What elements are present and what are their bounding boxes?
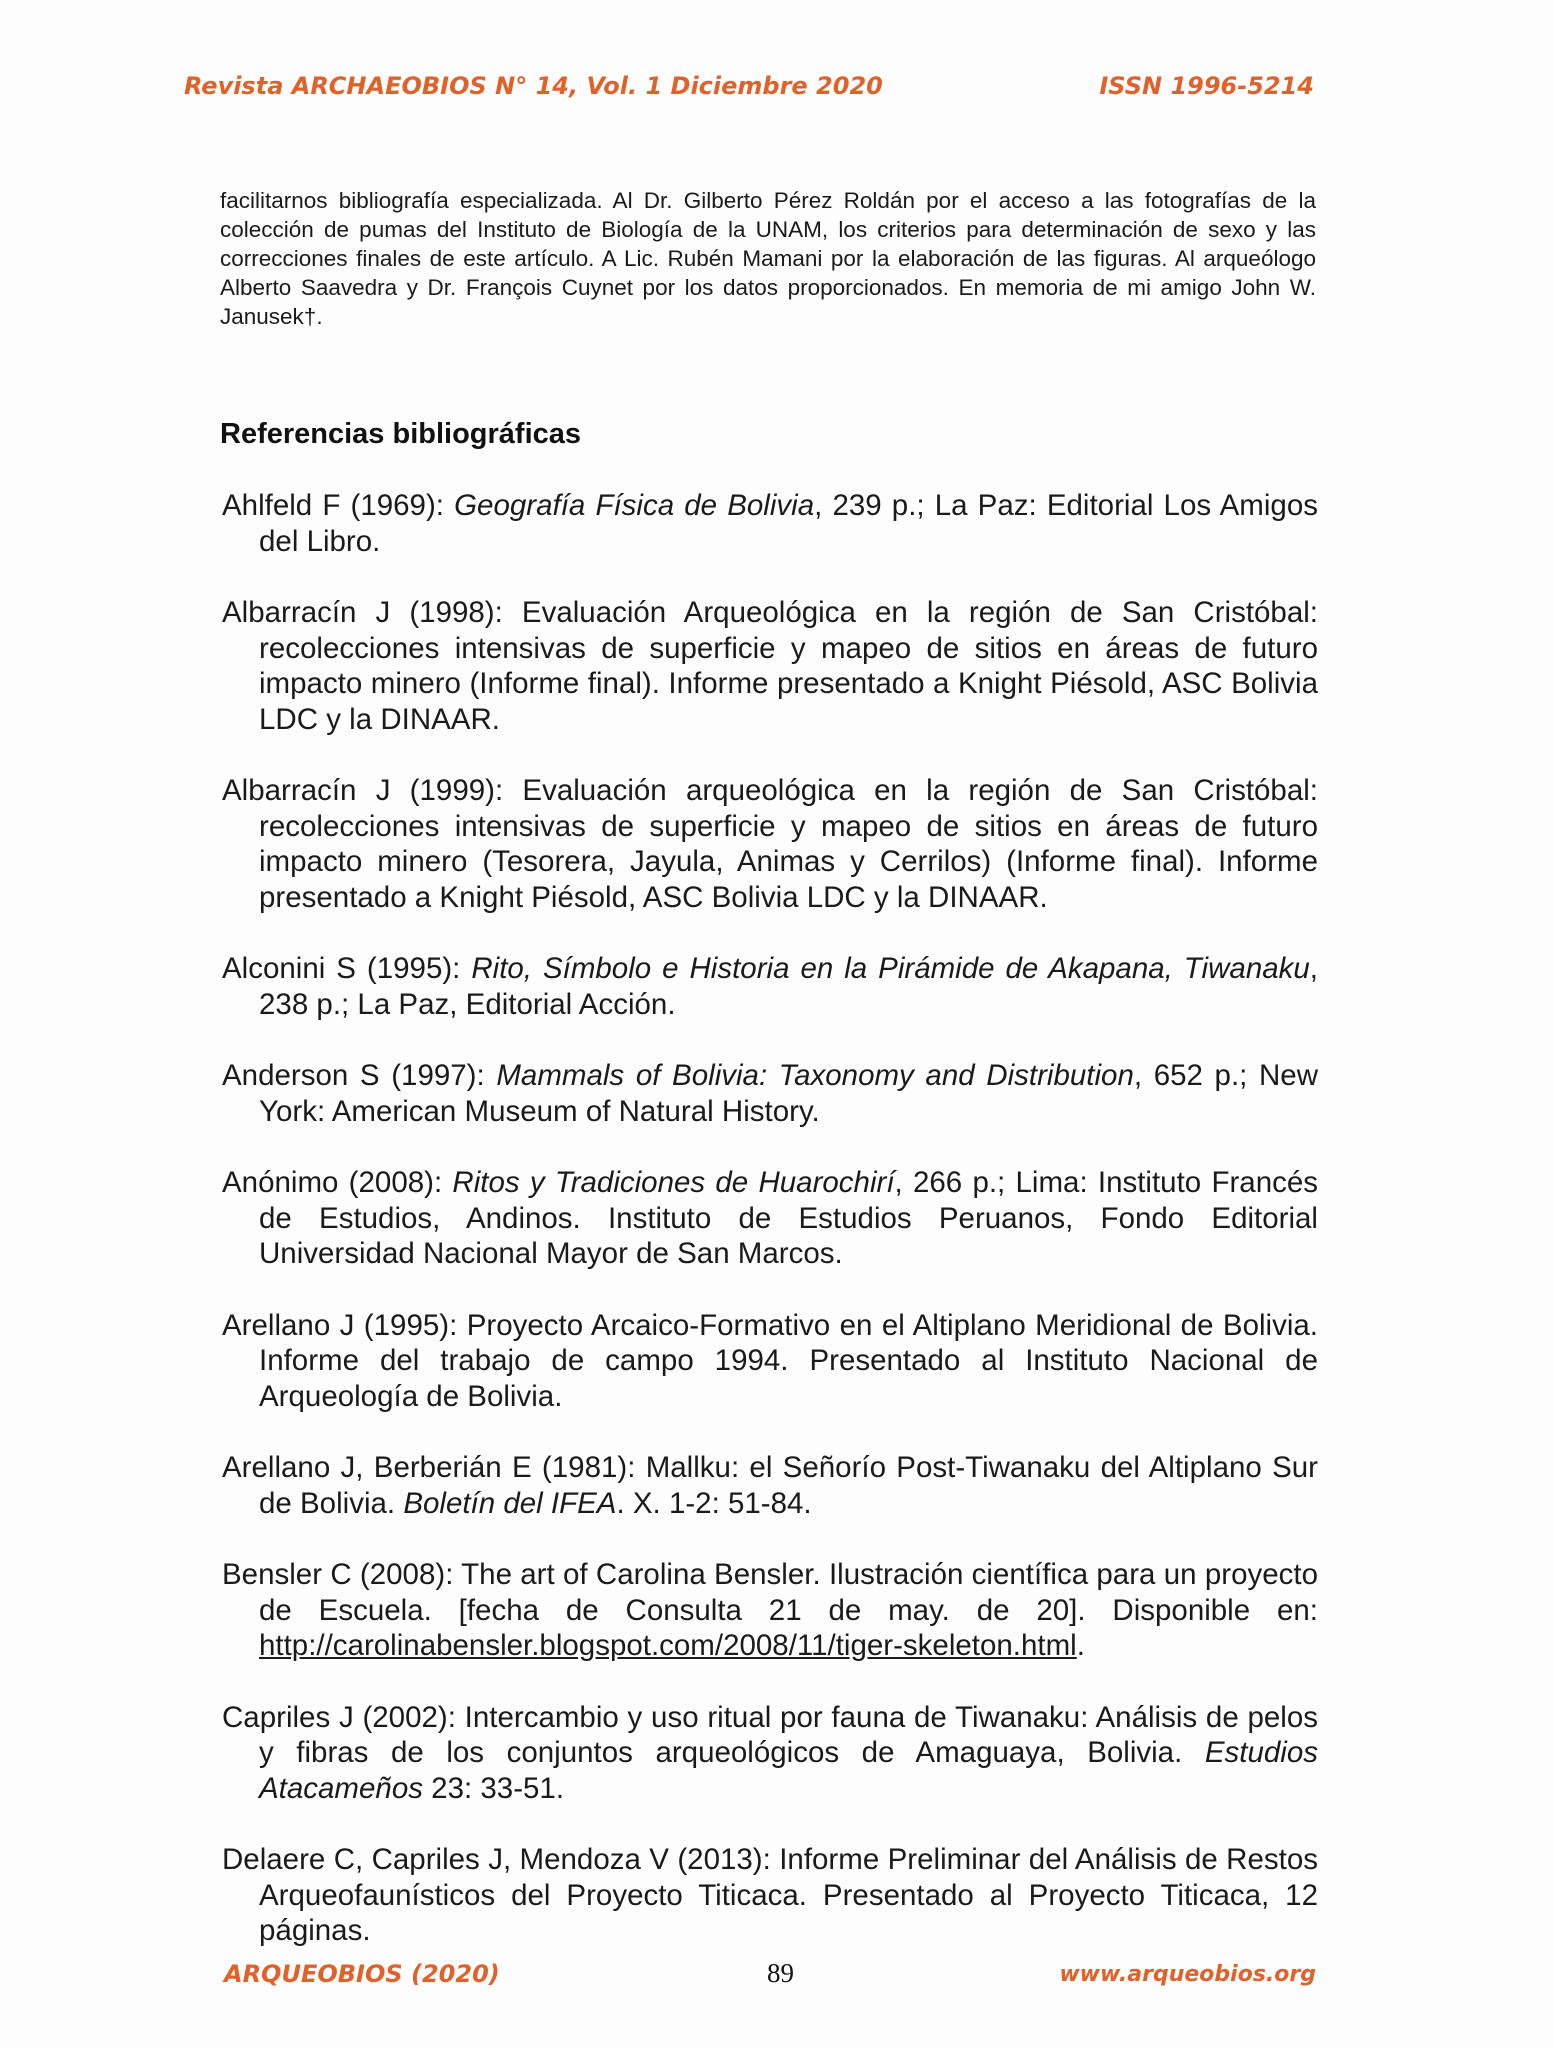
ref-text: Arellano J, Berberián E (1981): Mallku: el Señorío Post-Tiwanaku del Altiplano Sur de Bolivia. xyxy=(222,1451,1318,1520)
acknowledgements-paragraph: facilitarnos bibliografía especializada. Al Dr. Gilberto Pérez Roldán por el acceso a las fotografías de la colección de pumas del Instituto de Biología de la UNAM, los criterios para determinación de sexo y las correcciones finales de este artículo. A Lic. Rubén Mamani por la elaboración de las figuras. Al arqueólogo Alberto Saavedra y Dr. François Cuynet por los datos proporcionados. En memoria de mi amigo John W. Janusek†. xyxy=(220,187,1316,329)
ref-text: . X. 1-2: 51-84. xyxy=(616,1486,812,1520)
ref-text: , 652 p.; New York: American Museum of Natural History. xyxy=(259,1059,1318,1128)
footer-journal: ARQUEOBIOS (2020) xyxy=(224,1960,500,1988)
ref-title: Mammals of Bolivia: Taxonomy and Distribution xyxy=(496,1059,1134,1092)
journal-title: Revista ARCHAEOBIOS N° 14, Vol. 1 Diciembre 2020 xyxy=(184,72,883,100)
page-number: 89 xyxy=(767,1958,794,1988)
ref-text: Ahlfeld F (1969): xyxy=(222,489,455,522)
ref-text: . xyxy=(1076,1629,1085,1662)
ref-text: Delaere C, Capriles J, Mendoza V (2013): Informe Preliminar del Análisis de Restos Arqueofaunísticos del Proyecto Titicaca. Presentado al Proyecto Titicaca, 12 páginas. xyxy=(222,1843,1318,1947)
reference-item xyxy=(222,595,1318,737)
reference-item xyxy=(222,1842,1318,1949)
ref-text: Alconini S (1995): xyxy=(222,952,472,985)
reference-item xyxy=(222,1308,1318,1415)
reference-link[interactable]: http://carolinabensler.blogspot.com/2008/11/tiger-skeleton.html xyxy=(259,1629,1077,1662)
reference-item xyxy=(222,1700,1318,1807)
ref-text: Albarracín J (1998): Evaluación Arqueológica en la región de San Cristóbal: recolecciones intensivas de superficie y mapeo de sitios en áreas de futuro impacto minero (Informe final). Informe presentado a Knight Piésold, ASC Bolivia LDC y la DINAAR. xyxy=(222,596,1318,736)
ref-text: Anónimo (2008): xyxy=(222,1166,453,1199)
reference-item xyxy=(222,951,1318,1022)
reference-item xyxy=(222,1450,1318,1521)
reference-item xyxy=(222,1557,1318,1664)
ref-title: Estudios Atacameños xyxy=(259,1736,1318,1805)
ref-title: Ritos y Tradiciones de Huarochirí xyxy=(452,1166,895,1199)
ref-text: , 266 p.; Lima: Instituto Francés de Estudios, Andinos. Instituto de Estudios Peruanos, Fondo Editorial Universidad Nacional Mayor de San Marcos. xyxy=(259,1166,1319,1270)
ref-text: , 238 p.; La Paz, Editorial Acción. xyxy=(259,952,1318,1021)
ref-text: , 239 p.; La Paz: Editorial Los Amigos del Libro. xyxy=(259,489,1318,558)
page-footer xyxy=(224,1958,1316,1998)
ref-title: Geografía Física de Bolivia xyxy=(454,489,815,522)
ref-text: 23: 33-51. xyxy=(422,1771,565,1805)
page-header xyxy=(184,72,1314,112)
ref-text: Albarracín J (1999): Evaluación arqueológica en la región de San Cristóbal: recolecciones intensivas de superficie y mapeo de sitios en áreas de futuro impacto minero (Tesorera, Jayula, Animas y Cerrilos) (Informe final). Informe presentado a Knight Piésold, ASC Bolivia LDC y la DINAAR. xyxy=(222,774,1318,914)
ref-text: Capriles J (2002): Intercambio y uso ritual por fauna de Tiwanaku: Análisis de pelos y fibras de los conjuntos arqueológicos de Amaguaya, Bolivia. xyxy=(222,1700,1318,1769)
reference-item xyxy=(222,488,1318,559)
reference-list xyxy=(222,488,1318,1985)
reference-item xyxy=(222,1165,1318,1272)
ref-title: Rito, Símbolo e Historia en la Pirámide de Akapana, Tiwanaku xyxy=(471,952,1310,985)
ref-text: Anderson S (1997): xyxy=(222,1059,497,1092)
ref-text: Arellano J (1995): Proyecto Arcaico-Formativo en el Altiplano Meridional de Bolivia. Informe del trabajo de campo 1994. Presentado al Instituto Nacional de Arqueología de Bolivia. xyxy=(222,1308,1318,1413)
section-title: Referencias bibliográficas xyxy=(220,418,582,450)
footer-website: www.arqueobios.org xyxy=(1059,1962,1316,1987)
issn-label: ISSN 1996-5214 xyxy=(1099,72,1314,100)
ref-title: Boletín del IFEA xyxy=(403,1486,617,1520)
ref-text: Bensler C (2008): The art of Carolina Bensler. Ilustración científica para un proyecto de Escuela. [fecha de Consulta 21 de may. de 20]. Disponible en: xyxy=(222,1558,1318,1627)
reference-item xyxy=(222,1058,1318,1129)
reference-item xyxy=(222,773,1318,915)
